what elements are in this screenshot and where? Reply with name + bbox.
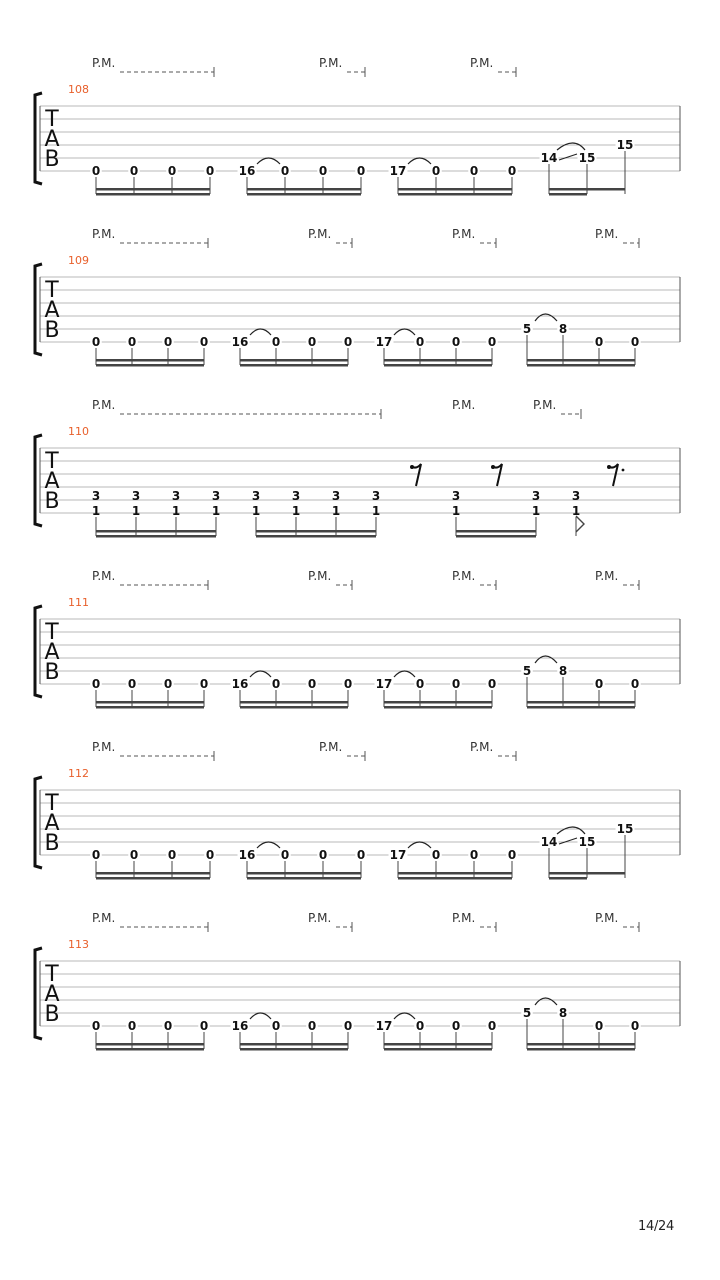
fret-number: 3 (131, 489, 141, 503)
beam (240, 1043, 348, 1046)
fret-number: 0 (594, 335, 604, 349)
system-bracket-icon (35, 948, 42, 1039)
beam (527, 706, 635, 709)
measure-number: 109 (68, 254, 89, 267)
tab-clef-letter: B (44, 489, 60, 514)
fret-number: 0 (343, 1019, 353, 1033)
fret-number: 15 (616, 822, 634, 836)
beam (247, 872, 361, 875)
beam (398, 877, 512, 880)
fret-number: 0 (127, 335, 137, 349)
beam (384, 364, 492, 367)
fret-number: 3 (531, 489, 541, 503)
tab-clef-letter: T (45, 791, 59, 816)
slur-arc (408, 842, 431, 848)
tab-clef-letter: A (44, 982, 60, 1007)
tab-clef-letter: B (44, 318, 60, 343)
fret-number: 0 (91, 1019, 101, 1033)
palm-mute-label: P.M. (595, 569, 619, 583)
beam (240, 359, 348, 362)
tab-clef-letter: T (45, 107, 59, 132)
fret-number: 1 (91, 504, 101, 518)
note-flag-icon (576, 516, 584, 532)
fret-number: 16 (238, 164, 256, 178)
fret-number: 0 (271, 677, 281, 691)
fret-number: 17 (375, 1019, 393, 1033)
fret-number: 0 (469, 164, 479, 178)
fret-number: 0 (487, 335, 497, 349)
fret-number: 0 (163, 677, 173, 691)
fret-number: 3 (251, 489, 261, 503)
system-bracket-icon (35, 606, 42, 697)
fret-number: 0 (487, 1019, 497, 1033)
slur-arc (557, 143, 585, 150)
measure-number: 108 (68, 83, 89, 96)
fret-number: 0 (630, 1019, 640, 1033)
fret-number: 5 (522, 1006, 532, 1020)
palm-mute-label: P.M. (452, 398, 476, 412)
palm-mute-label: P.M. (319, 56, 343, 70)
beam (549, 193, 587, 196)
slur-arc (257, 158, 280, 164)
palm-mute-label: P.M. (533, 398, 557, 412)
tab-clef-letter: B (44, 147, 60, 172)
rest-dot (607, 465, 611, 469)
fret-number: 1 (211, 504, 221, 518)
fret-number: 0 (271, 335, 281, 349)
palm-mute-label: P.M. (308, 227, 332, 241)
beam (456, 530, 536, 533)
beam (527, 364, 635, 367)
fret-number: 0 (343, 335, 353, 349)
tab-clef-letter: T (45, 278, 59, 303)
beam (247, 193, 361, 196)
beam (527, 1043, 635, 1046)
fret-number: 0 (356, 848, 366, 862)
fret-number: 0 (280, 848, 290, 862)
slur-arc (250, 1013, 271, 1019)
fret-number: 0 (307, 677, 317, 691)
palm-mute-label: P.M. (308, 569, 332, 583)
beam (96, 188, 210, 191)
rest-dot (491, 465, 495, 469)
beam (256, 530, 376, 533)
beam (398, 193, 512, 196)
slide-line (559, 838, 577, 844)
beam (96, 364, 204, 367)
fret-number: 3 (331, 489, 341, 503)
fret-number: 1 (171, 504, 181, 518)
tab-clef-letter: B (44, 831, 60, 856)
fret-number: 8 (558, 322, 568, 336)
fret-number: 0 (630, 677, 640, 691)
fret-number: 15 (578, 835, 596, 849)
palm-mute-label: P.M. (470, 56, 494, 70)
fret-number: 1 (371, 504, 381, 518)
fret-number: 0 (318, 164, 328, 178)
beam (384, 1043, 492, 1046)
fret-number: 3 (571, 489, 581, 503)
palm-mute-label: P.M. (595, 911, 619, 925)
measure-number: 113 (68, 938, 89, 951)
slur-arc (535, 656, 557, 663)
tab-system (35, 569, 680, 709)
system-bracket-icon (35, 93, 42, 184)
fret-number: 0 (167, 848, 177, 862)
fret-number: 17 (389, 164, 407, 178)
fret-number: 14 (540, 151, 558, 165)
beam (96, 701, 204, 704)
fret-number: 1 (451, 504, 461, 518)
fret-number: 3 (451, 489, 461, 503)
fret-number: 0 (163, 335, 173, 349)
fret-number: 0 (205, 164, 215, 178)
beam (96, 872, 210, 875)
slur-arc (394, 329, 415, 335)
tab-system (35, 911, 680, 1051)
palm-mute-label: P.M. (92, 227, 116, 241)
slur-arc (408, 158, 431, 164)
tab-clef-letter: A (44, 127, 60, 152)
augmentation-dot (622, 469, 625, 472)
palm-mute-label: P.M. (92, 56, 116, 70)
beam (456, 535, 536, 538)
fret-number: 1 (331, 504, 341, 518)
fret-number: 8 (558, 1006, 568, 1020)
fret-number: 0 (167, 164, 177, 178)
fret-number: 0 (469, 848, 479, 862)
beam (384, 1048, 492, 1051)
beam (398, 188, 512, 191)
palm-mute-label: P.M. (92, 911, 116, 925)
fret-number: 1 (531, 504, 541, 518)
fret-number: 3 (291, 489, 301, 503)
measure-number: 111 (68, 596, 89, 609)
palm-mute-label: P.M. (319, 740, 343, 754)
beam (549, 877, 587, 880)
beam (96, 530, 216, 533)
fret-number: 16 (231, 1019, 249, 1033)
fret-number: 0 (129, 164, 139, 178)
palm-mute-label: P.M. (92, 398, 116, 412)
beam (247, 188, 361, 191)
fret-number: 1 (291, 504, 301, 518)
fret-number: 0 (415, 677, 425, 691)
fret-number: 1 (251, 504, 261, 518)
fret-number: 16 (231, 335, 249, 349)
beam (527, 359, 635, 362)
palm-mute-label: P.M. (595, 227, 619, 241)
fret-number: 0 (487, 677, 497, 691)
slide-line (559, 154, 577, 160)
beam (549, 188, 625, 191)
palm-mute-label: P.M. (470, 740, 494, 754)
fret-number: 0 (451, 677, 461, 691)
fret-number: 0 (91, 164, 101, 178)
slur-arc (394, 671, 415, 677)
fret-number: 0 (343, 677, 353, 691)
fret-number: 0 (199, 677, 209, 691)
beam (527, 1048, 635, 1051)
fret-number: 16 (238, 848, 256, 862)
fret-number: 3 (211, 489, 221, 503)
beam (247, 877, 361, 880)
fret-number: 0 (507, 164, 517, 178)
system-bracket-icon (35, 264, 42, 355)
fret-number: 17 (389, 848, 407, 862)
slur-arc (557, 827, 585, 834)
fret-number: 0 (127, 1019, 137, 1033)
tab-clef-letter: T (45, 962, 59, 987)
fret-number: 0 (280, 164, 290, 178)
beam (527, 701, 635, 704)
beam (240, 706, 348, 709)
tab-clef-letter: A (44, 640, 60, 665)
fret-number: 0 (91, 677, 101, 691)
fret-number: 8 (558, 664, 568, 678)
fret-number: 0 (451, 335, 461, 349)
fret-number: 0 (129, 848, 139, 862)
fret-number: 3 (91, 489, 101, 503)
tab-clef-letter: T (45, 620, 59, 645)
system-bracket-icon (35, 777, 42, 868)
fret-number: 0 (127, 677, 137, 691)
beam (96, 193, 210, 196)
beam (96, 1043, 204, 1046)
fret-number: 0 (271, 1019, 281, 1033)
tab-clef-letter: B (44, 660, 60, 685)
beam (240, 1048, 348, 1051)
palm-mute-label: P.M. (452, 911, 476, 925)
tab-system (35, 398, 680, 538)
fret-number: 0 (431, 848, 441, 862)
palm-mute-label: P.M. (452, 227, 476, 241)
beam (240, 364, 348, 367)
fret-number: 0 (415, 1019, 425, 1033)
tab-clef-letter: A (44, 811, 60, 836)
slur-arc (257, 842, 280, 848)
fret-number: 5 (522, 664, 532, 678)
fret-number: 0 (307, 1019, 317, 1033)
tab-clef-letter: A (44, 469, 60, 494)
beam (240, 701, 348, 704)
tab-system (35, 227, 680, 367)
system-bracket-icon (35, 435, 42, 526)
fret-number: 17 (375, 335, 393, 349)
beam (96, 706, 204, 709)
fret-number: 0 (91, 335, 101, 349)
fret-number: 0 (199, 335, 209, 349)
fret-number: 15 (578, 151, 596, 165)
fret-number: 1 (571, 504, 581, 518)
fret-number: 16 (231, 677, 249, 691)
fret-number: 17 (375, 677, 393, 691)
fret-number: 14 (540, 835, 558, 849)
slur-arc (250, 329, 271, 335)
beam (96, 1048, 204, 1051)
palm-mute-label: P.M. (308, 911, 332, 925)
fret-number: 0 (205, 848, 215, 862)
tab-clef-letter: B (44, 1002, 60, 1027)
fret-number: 0 (91, 848, 101, 862)
fret-number: 1 (131, 504, 141, 518)
fret-number: 0 (507, 848, 517, 862)
slur-arc (394, 1013, 415, 1019)
beam (384, 701, 492, 704)
fret-number: 15 (616, 138, 634, 152)
palm-mute-label: P.M. (452, 569, 476, 583)
fret-number: 0 (415, 335, 425, 349)
fret-number: 0 (356, 164, 366, 178)
fret-number: 0 (163, 1019, 173, 1033)
tab-clef-letter: A (44, 298, 60, 323)
fret-number: 0 (630, 335, 640, 349)
fret-number: 0 (431, 164, 441, 178)
beam (384, 359, 492, 362)
slur-arc (250, 671, 271, 677)
tab-system (35, 740, 680, 880)
beam (398, 872, 512, 875)
tab-system (35, 56, 680, 196)
slur-arc (535, 998, 557, 1005)
fret-number: 0 (318, 848, 328, 862)
beam (384, 706, 492, 709)
tab-clef-letter: T (45, 449, 59, 474)
beam (96, 535, 216, 538)
fret-number: 3 (171, 489, 181, 503)
fret-number: 5 (522, 322, 532, 336)
palm-mute-label: P.M. (92, 740, 116, 754)
fret-number: 0 (594, 1019, 604, 1033)
rest-dot (410, 465, 414, 469)
fret-number: 0 (451, 1019, 461, 1033)
fret-number: 0 (199, 1019, 209, 1033)
fret-number: 3 (371, 489, 381, 503)
measure-number: 110 (68, 425, 89, 438)
page-number: 14/24 (638, 1219, 674, 1234)
beam (549, 872, 625, 875)
beam (96, 877, 210, 880)
beam (96, 359, 204, 362)
beam (256, 535, 376, 538)
fret-number: 0 (594, 677, 604, 691)
slur-arc (535, 314, 557, 321)
fret-number: 0 (307, 335, 317, 349)
palm-mute-label: P.M. (92, 569, 116, 583)
measure-number: 112 (68, 767, 89, 780)
